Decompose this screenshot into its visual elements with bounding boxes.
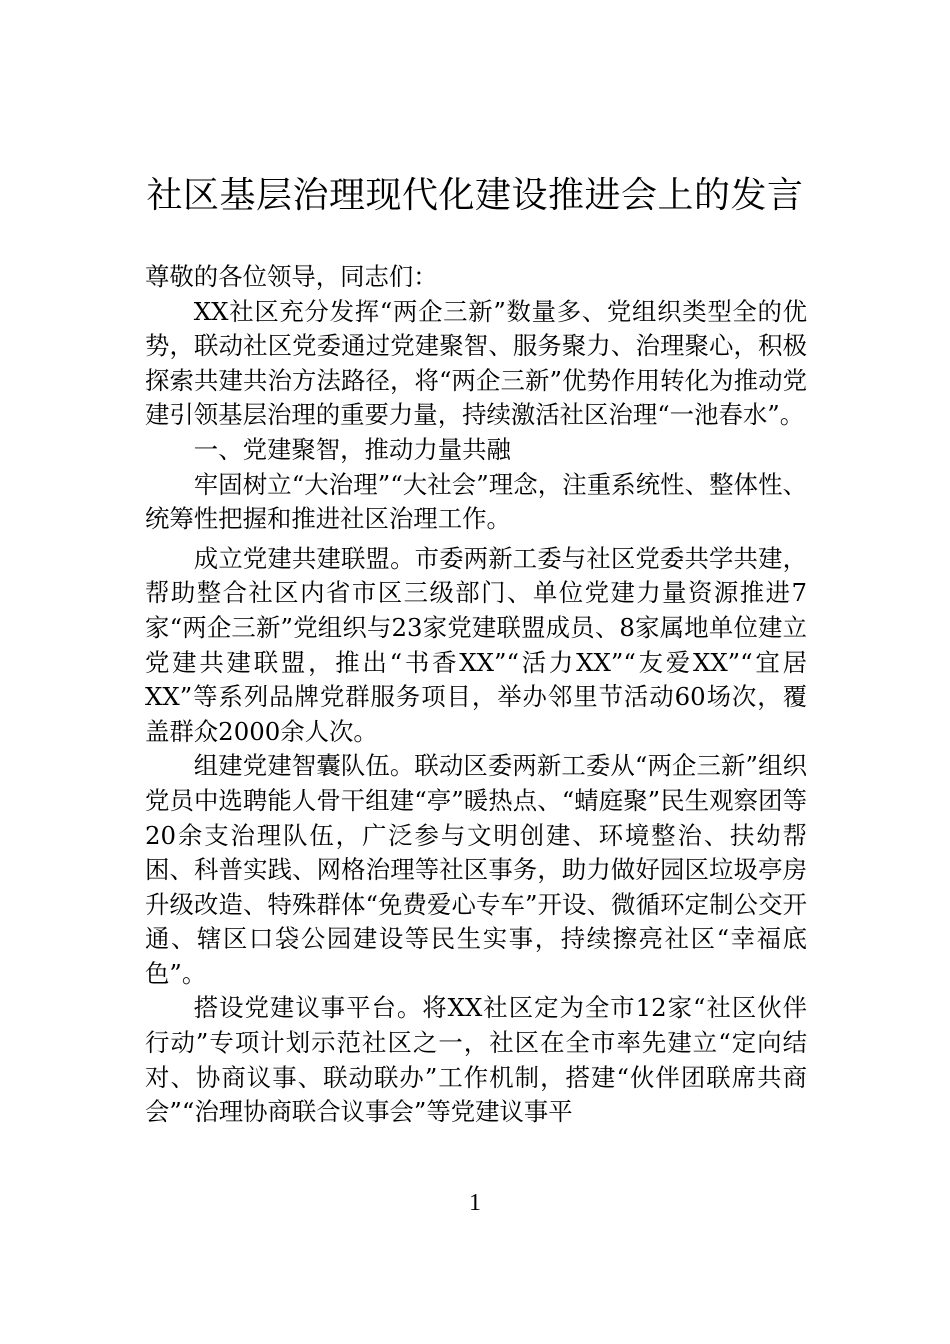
section-heading: 一、党建聚智，推动力量共融 bbox=[193, 434, 511, 464]
body-paragraph: 搭设党建议事平台。将XX社区定为全市12家“社区伙伴行动”专项计划示范社区之一，社区在全市率先建立“定向结对、协商议事、联动联办”工作机制，搭建“伙伴团联席共商会”“治理协商联合议事会”等党建议事平 bbox=[145, 993, 807, 1127]
page-number: 1 bbox=[469, 1190, 481, 1216]
body-paragraph: 组建党建智囊队伍。联动区委两新工委从“两企三新”组织党员中选聘能人骨干组建“亭”暖热点、“蜻庭聚”民生观察团等20余支治理队伍，广泛参与文明创建、环境整治、扶幼帮困、科普实践、网格治理等社区事务，助力做好园区垃圾亭房升级改造、特殊群体“免费爱心专车”开设、微循环定制公交开通、辖区口袋公园建设等民生实事，持续擦亮社区“幸福底色”。 bbox=[145, 751, 807, 988]
body-paragraph: 牢固树立“大治理”“大社会”理念，注重系统性、整体性、统筹性把握和推进社区治理工作。 bbox=[145, 469, 807, 534]
body-paragraph: 成立党建共建联盟。市委两新工委与社区党委共学共建，帮助整合社区内省市区三级部门、单位党建力量资源推进7家“两企三新”党组织与23家党建联盟成员、8家属地单位建立党建共建联盟，推出“书香XX”“活力XX”“友爱XX”“宜居XX”等系列品牌党群服务项目，举办邻里节活动60场次，覆盖群众2000余人次。 bbox=[145, 543, 807, 746]
document-body bbox=[145, 260, 807, 1130]
document-title: 社区基层治理现代化建设推进会上的发言 bbox=[146, 175, 804, 216]
body-paragraph: XX社区充分发挥“两企三新”数量多、党组织类型全的优势，联动社区党委通过党建聚智、服务聚力、治理聚心，积极探索共建共治方法路径，将“两企三新”优势作用转化为推动党建引领基层治理的重要力量，持续激活社区治理“一池春水”。 bbox=[145, 296, 807, 430]
salutation: 尊敬的各位领导，同志们： bbox=[145, 262, 438, 291]
